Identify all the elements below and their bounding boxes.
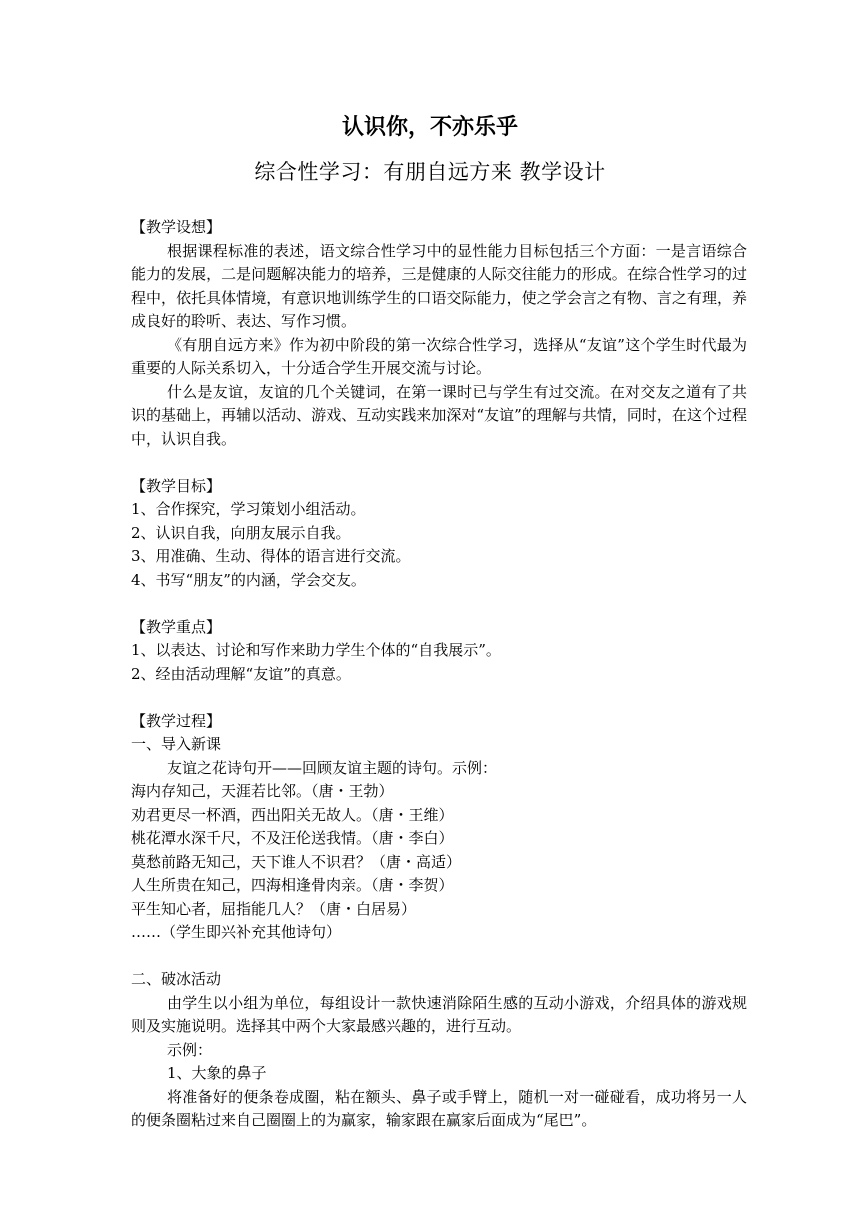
- goal-item: 2、认识自我，向朋友展示自我。: [131, 523, 351, 542]
- spacer: [131, 686, 747, 710]
- section-heading-focus: 【教学重点】: [131, 617, 222, 636]
- section-heading-goals: 【教学目标】: [131, 476, 222, 495]
- goal-item: 1、合作探究，学习策划小组活动。: [131, 500, 366, 518]
- idea-paragraph: 《有朋自远方来》作为初中阶段的第一次综合性学习，选择从“友谊”这个学生时代最为重要的人际关系切入，十分适合学生开展交流与讨论。: [131, 335, 747, 377]
- subsection-heading-icebreaker: 二、破冰活动: [131, 970, 222, 988]
- game-title: 1、大象的鼻子: [167, 1064, 267, 1082]
- poem-line: 海内存知己，天涯若比邻。（唐・王勃）: [131, 782, 394, 800]
- poem-line: 平生知心者，屈指能几人？（唐・白居易）: [131, 899, 417, 918]
- section-heading-idea: 【教学设想】: [131, 218, 222, 236]
- goal-item: 4、书写“朋友”的内涵，学会交友。: [131, 570, 366, 589]
- poem-line: 人生所贵在知己，四海相逢骨肉亲。（唐・李贺）: [131, 876, 454, 894]
- spacer: [131, 451, 747, 475]
- poem-line: 桃花潭水深千尺，不及汪伦送我情。（唐・李白）: [131, 829, 454, 847]
- poem-line: 莫愁前路无知己，天下谁人不识君？（唐・高适）: [131, 852, 462, 871]
- intro-paragraph: 友谊之花诗句开——回顾友谊主题的诗句。示例：: [167, 758, 498, 777]
- spacer: [131, 945, 747, 969]
- spacer: [131, 592, 747, 616]
- page-title: 认识你，不亦乐乎: [341, 114, 518, 140]
- poem-line: ……（学生即兴补充其他诗句）: [131, 923, 342, 941]
- example-label: 示例：: [167, 1040, 213, 1059]
- icebreaker-paragraph: 由学生以小组为单位，每组设计一款快速消除陌生感的互动小游戏，介绍具体的游戏规则及实施说明。选择其中两个大家最感兴趣的，进行互动。: [131, 993, 747, 1035]
- section-heading-process: 【教学过程】: [131, 711, 222, 730]
- page-subtitle: 综合性学习：有朋自远方来 教学设计: [254, 160, 606, 184]
- idea-paragraph: 什么是友谊，友谊的几个关键词，在第一课时已与学生有过交流。在对交友之道有了共识的基础上，再辅以活动、游戏、互动实践来加深对“友谊”的理解与共情，同时，在这个过程中，认识自我。: [131, 382, 747, 448]
- goal-item: 3、用准确、生动、得体的语言进行交流。: [131, 547, 411, 565]
- focus-item: 2、经由活动理解“友谊”的真意。: [131, 664, 351, 683]
- poem-line: 劝君更尽一杯酒，西出阳关无故人。（唐・王维）: [131, 805, 454, 824]
- idea-paragraph: 根据课程标准的表述，语文综合性学习中的显性能力目标包括三个方面：一是言语综合能力的发展，二是问题解决能力的培养，三是健康的人际交往能力的形成。在综合性学习的过程中，依托具体情境，有意识地训练学生的口语交际能力，使之学会言之有物、言之有理，养成良好的聆听、表达、写作习惯。: [131, 241, 747, 330]
- subsection-heading-intro: 一、导入新课: [131, 735, 222, 753]
- game-description: 将准备好的便条卷成圈，粘在额头、鼻子或手臂上，随机一对一碰碰看，成功将另一人的便条圈粘过来自己圈圈上的为赢家，输家跟在赢家后面成为“尾巴”。: [131, 1087, 747, 1129]
- focus-item: 1、以表达、讨论和写作来助力学生个体的“自我展示”。: [131, 641, 501, 659]
- document-body: [131, 216, 747, 1133]
